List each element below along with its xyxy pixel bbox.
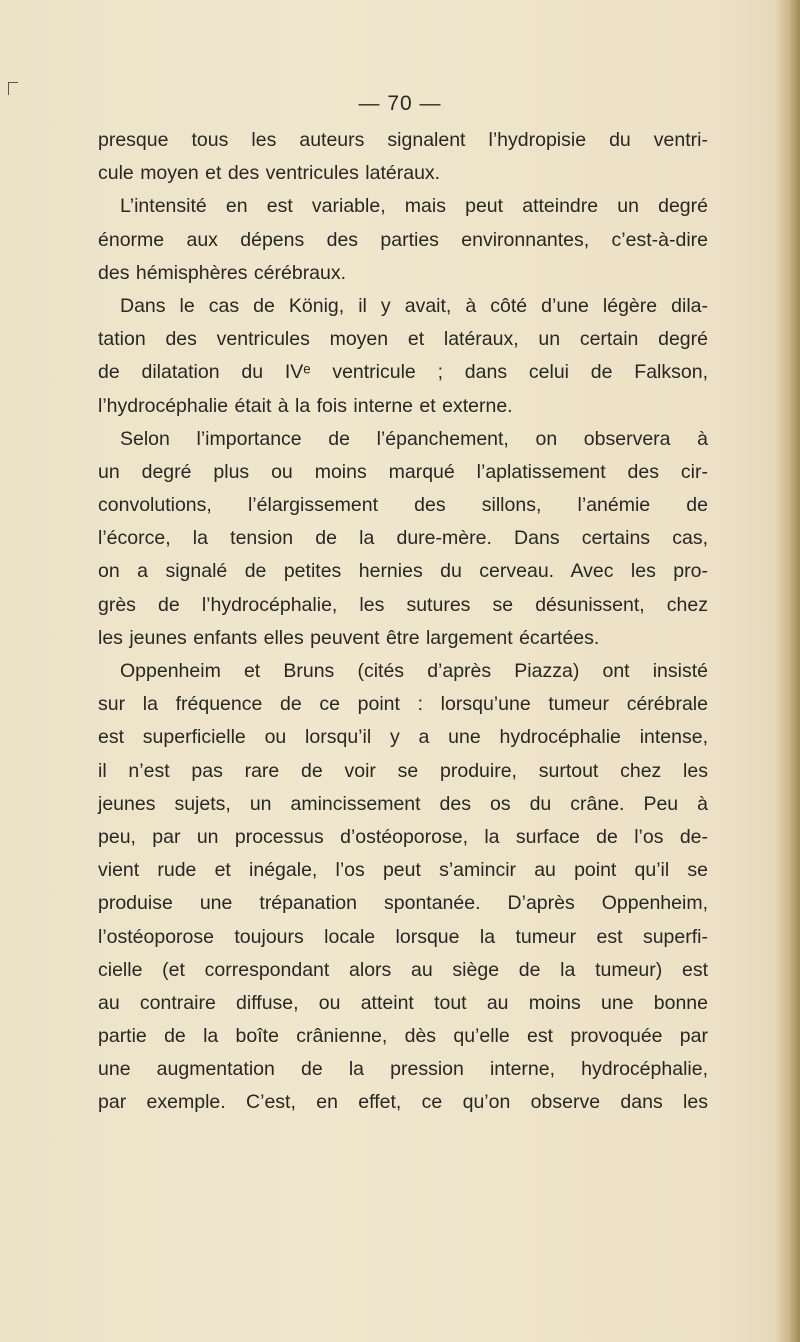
text-line: il n’est pas rare de voir se produire, surtout chez les — [98, 759, 708, 782]
text-line: convolutions, l’élargissement des sillons, l’anémie de — [98, 494, 708, 517]
page-number: — 70 — — [358, 92, 442, 115]
text-line: cielle (et correspondant alors au siège de la tumeur) est — [98, 958, 708, 981]
text-line: L’intensité en est variable, mais peut atteindre un degré — [120, 195, 708, 218]
text-line: grès de l’hydrocéphalie, les sutures se désunissent, chez — [98, 593, 708, 616]
text-line: peu, par un processus d’ostéoporose, la surface de l’os de- — [98, 825, 708, 848]
body-text — [98, 124, 708, 1120]
text-line: les jeunes enfants elles peuvent être largement écartées. — [98, 626, 600, 649]
text-line: partie de la boîte crânienne, dès qu’elle est provoquée par — [98, 1025, 708, 1048]
text-line: un degré plus ou moins marqué l’aplatissement des cir- — [98, 460, 708, 483]
text-line: Selon l’importance de l’épanchement, on observera à — [120, 427, 708, 450]
text-line: produise une trépanation spontanée. D’après Oppenheim, — [98, 892, 708, 915]
text-line: vient rude et inégale, l’os peut s’amincir au point qu’il se — [98, 859, 708, 882]
page-edge-shadow — [774, 0, 800, 1342]
text-line: Dans le cas de König, il y avait, à côté d’une légère dila- — [120, 294, 708, 317]
text-line: des hémisphères cérébraux. — [98, 261, 347, 284]
text-line: l’hydrocéphalie était à la fois interne et externe. — [98, 394, 513, 417]
text-line: de dilatation du IVᵉ ventricule ; dans celui de Falkson, — [98, 361, 708, 384]
text-line: une augmentation de la pression interne, hydrocéphalie, — [98, 1058, 708, 1081]
text-line: sur la fréquence de ce point : lorsqu’une tumeur cérébrale — [98, 693, 708, 716]
text-line: Oppenheim et Bruns (cités d’après Piazza) ont insisté — [120, 660, 708, 682]
text-line: jeunes sujets, un amincissement des os du crâne. Peu à — [98, 792, 708, 815]
text-line: cule moyen et des ventricules latéraux. — [98, 162, 441, 185]
text-line: on a signalé de petites hernies du cerveau. Avec les pro- — [98, 560, 708, 583]
text-line: l’ostéoporose toujours locale lorsque la tumeur est superfi- — [98, 925, 708, 948]
text-line: au contraire diffuse, ou atteint tout au moins une bonne — [98, 991, 708, 1014]
text-line: l’écorce, la tension de la dure-mère. Dans certains cas, — [98, 527, 708, 550]
text-line: presque tous les auteurs signalent l’hydropisie du ventri- — [98, 129, 708, 151]
text-line: tation des ventricules moyen et latéraux, un certain degré — [98, 328, 708, 351]
text-line: énorme aux dépens des parties environnantes, c’est-à-dire — [98, 228, 708, 251]
text-line: par exemple. C’est, en effet, ce qu’on observe dans les — [98, 1091, 708, 1114]
text-line: est superficielle ou lorsqu’il y a une hydrocéphalie intense, — [98, 726, 708, 749]
